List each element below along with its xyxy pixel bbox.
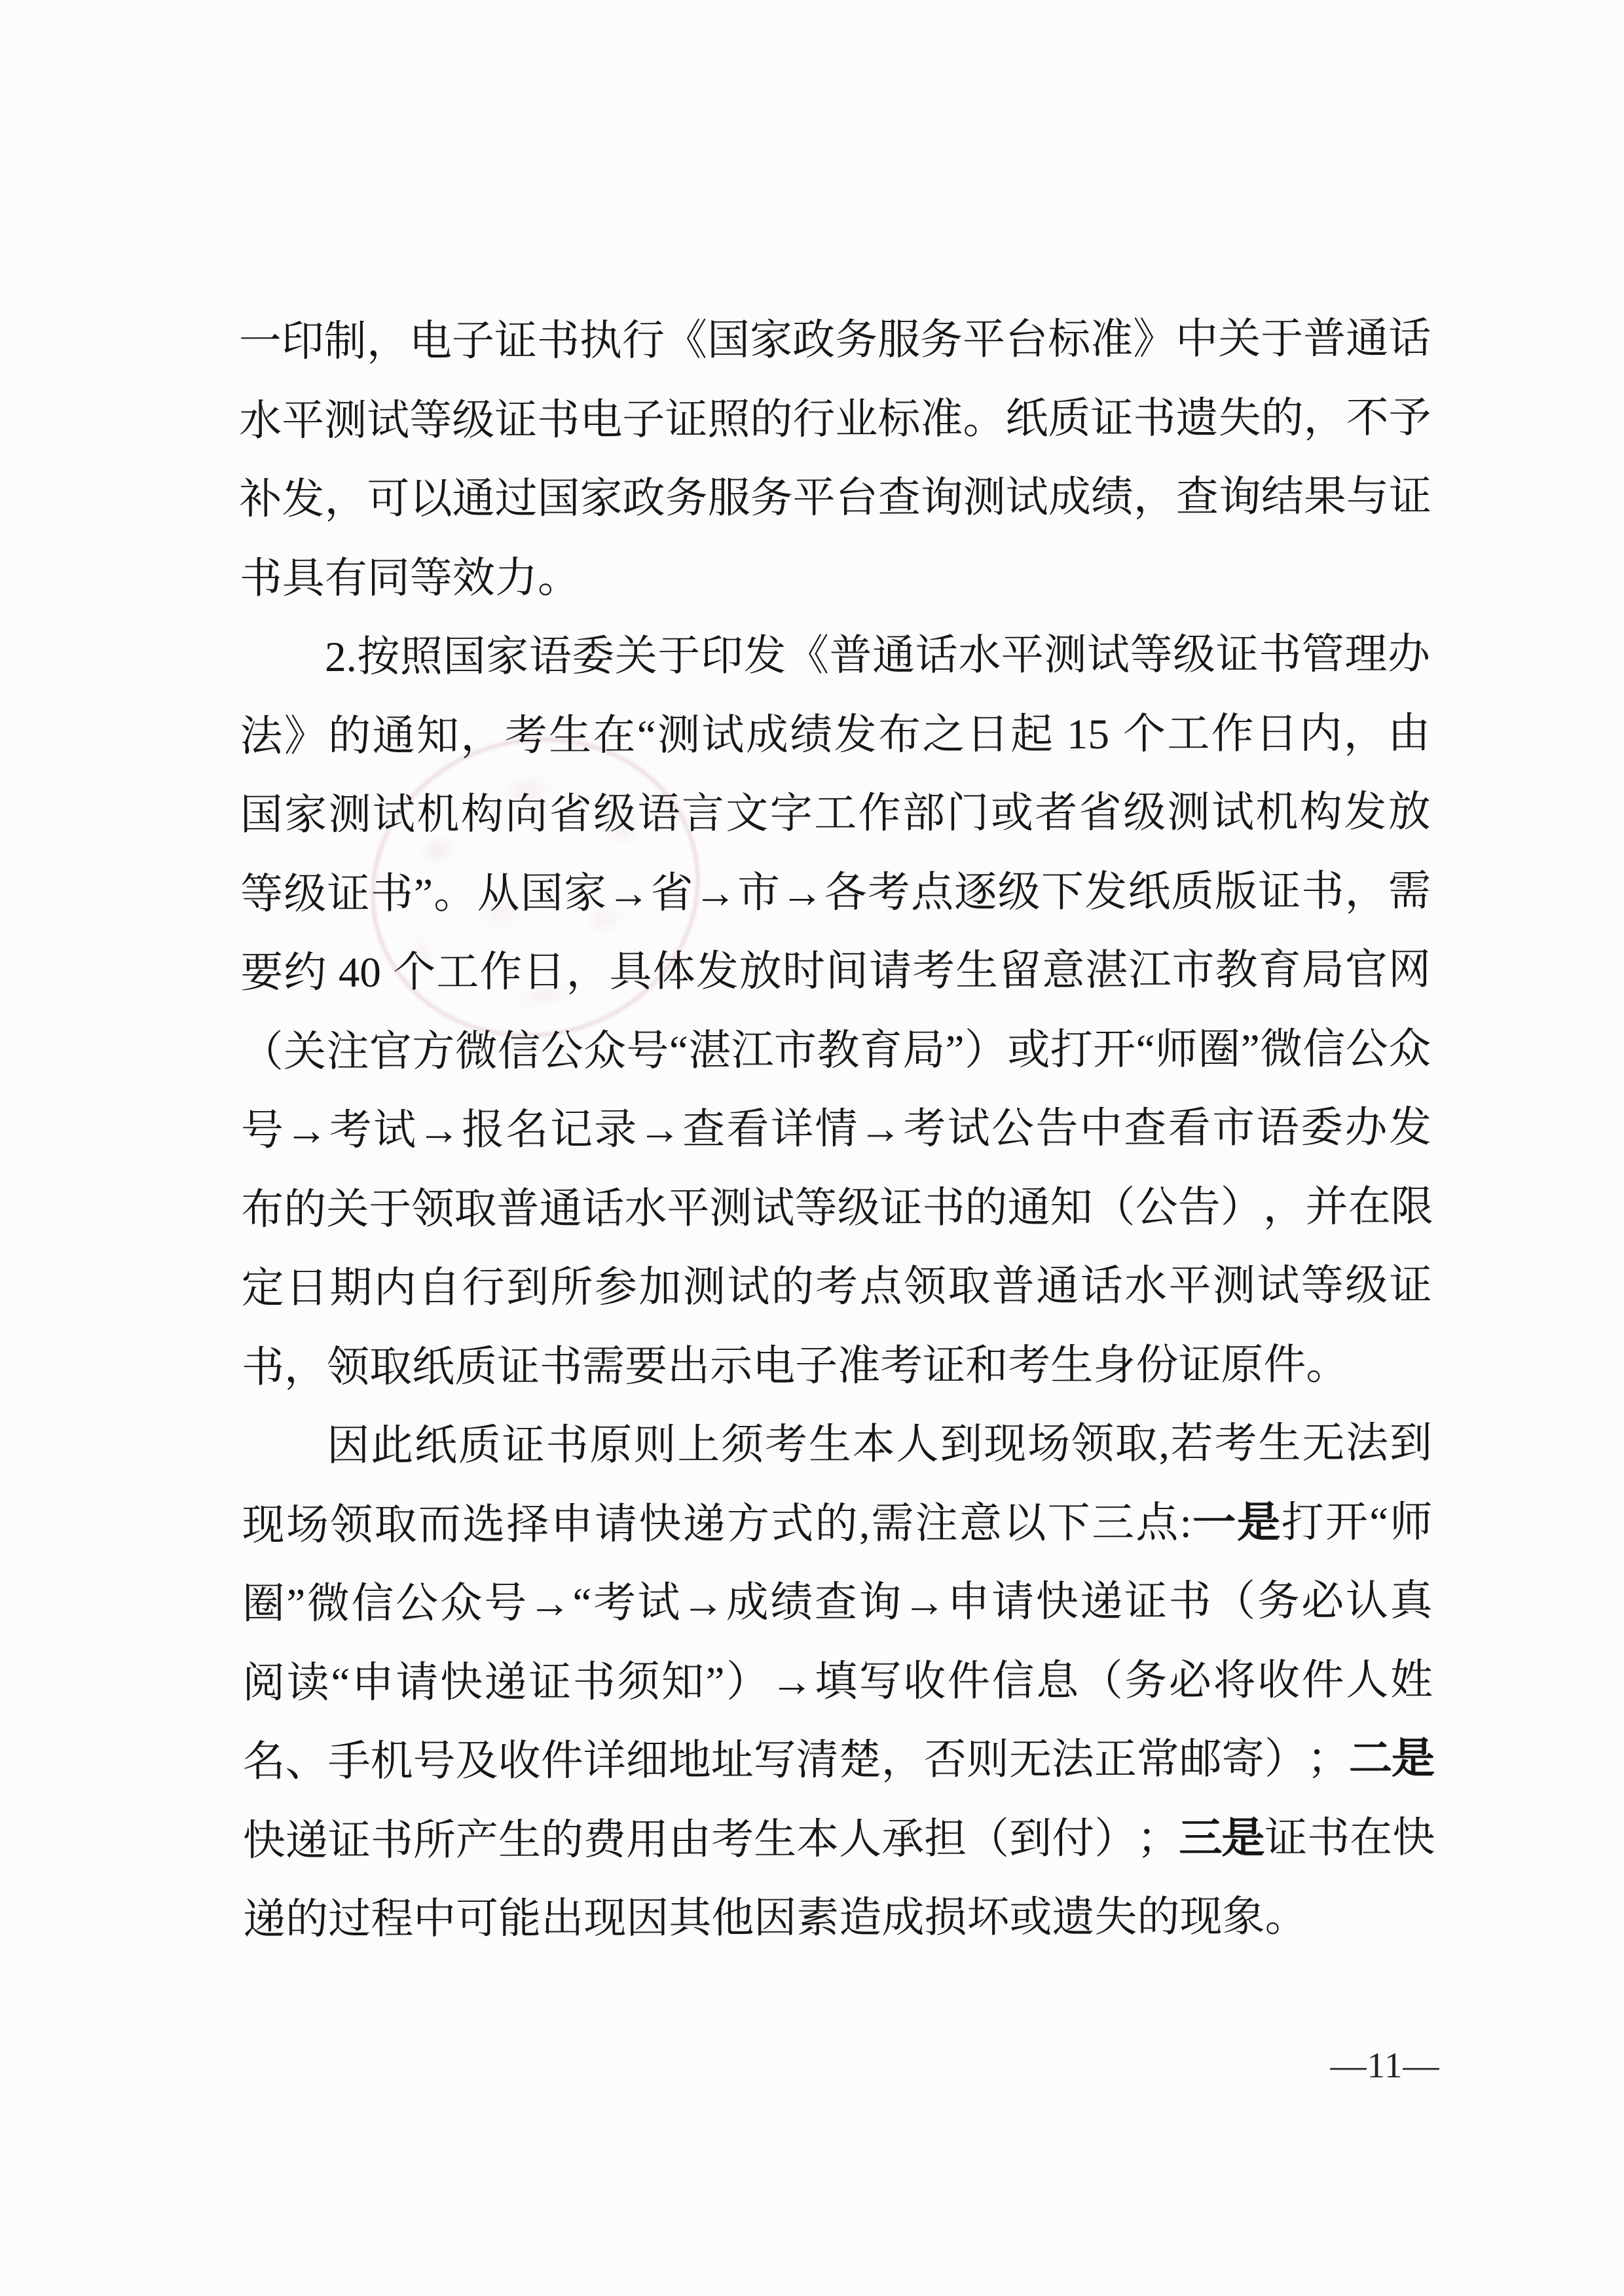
text-line: 补 发 ， 可 以 通 过 国 家 政 务 服 务 平 台 查 询 测 试 成 绩 ， 查 询 结 果 与 证 [239, 473, 1432, 524]
text-line: 等 级 证 书 ” 。 从 国 家 → 省 → 市 → 各 考 点 逐 级 下 发 纸 质 版 证 书 ， 需 [240, 867, 1431, 918]
text-line: 现 场 领 取 而 选 择 申 请 快 递 方 式 的 , 需 注 意 以 下 三 点 : 一 是 打 开 “ 师 [242, 1499, 1433, 1549]
text-line: 书 具 有 同 等 效 力 。 [239, 554, 581, 602]
text-line: 2. 按 照 国 家 语 委 关 于 印 发 《 普 通 话 水 平 测 试 等 级 证 书 管 理 办 [325, 630, 1431, 682]
document-body [239, 300, 1434, 1959]
text-line: 快 递 证 书 所 产 生 的 费 用 由 考 生 本 人 承 担 （ 到 付 ） ； 三 是 证 书 在 快 [242, 1814, 1435, 1865]
text-line: 圈 ” 微 信 公 众 号 → “ 考 试 → 成 绩 查 询 → 申 请 快 递 证 书 （ 务 必 认 真 [242, 1577, 1433, 1628]
text-line: （ 关 注 官 方 微 信 公 众 号 “ 湛 江 市 教 育 局 ” ） 或 打 开 “ 师 圈 ” 微 信 公 众 [240, 1025, 1431, 1076]
text-line: 号 → 考 试 → 报 名 记 录 → 查 看 详 情 → 考 试 公 告 中 查 看 市 语 委 办 发 [240, 1104, 1432, 1155]
text-line: 国 家 测 试 机 构 向 省 级 语 言 文 字 工 作 部 门 或 者 省 级 测 试 机 构 发 放 [240, 788, 1431, 839]
text-line: 水 平 测 试 等 级 证 书 电 子 证 照 的 行 业 标 准 。 纸 质 证 书 遗 失 的 ， 不 予 [239, 394, 1431, 445]
text-line: 名 、 手 机 号 及 收 件 详 细 地 址 写 清 楚 ， 否 则 无 法 正 常 邮 寄 ） ； 二 是 [242, 1735, 1435, 1786]
text-line: 要 约 40 个 工 作 日 ， 具 体 发 放 时 间 请 考 生 留 意 湛 江 市 教 育 局 官 网 [240, 946, 1431, 997]
text-line: 定 日 期 内 自 行 到 所 参 加 测 试 的 考 点 领 取 普 通 话 水 平 测 试 等 级 证 [241, 1262, 1432, 1313]
text-line: 阅 读 “ 申 请 快 递 证 书 须 知 ” ） → 填 写 收 件 信 息 （ 务 必 将 收 件 人 姓 [242, 1656, 1433, 1707]
page-number: —11— [1330, 2045, 1440, 2085]
text-line: 因 此 纸 质 证 书 原 则 上 须 考 生 本 人 到 现 场 领 取 , 若 考 生 无 法 到 [327, 1419, 1433, 1470]
text-line: 递 的 过 程 中 可 能 出 现 因 其 他 因 素 造 成 损 坏 或 遗 失 的 现 象 。 [243, 1893, 1308, 1944]
text-line: 一 印 制 ， 电 子 证 书 执 行 《 国 家 政 务 服 务 平 台 标 准 》 中 关 于 普 通 话 [238, 315, 1431, 366]
text-line: 布 的 关 于 领 取 普 通 话 水 平 测 试 等 级 证 书 的 通 知 （ 公 告 ） ， 并 在 限 [241, 1183, 1433, 1233]
text-line: 法 》 的 通 知 ， 考 生 在 “ 测 试 成 绩 发 布 之 日 起 15 个 工 作 日 内 ， 由 [240, 710, 1431, 760]
text-line: 书 ， 领 取 纸 质 证 书 需 要 出 示 电 子 准 考 证 和 考 生 身 份 证 原 件 。 [241, 1341, 1349, 1391]
